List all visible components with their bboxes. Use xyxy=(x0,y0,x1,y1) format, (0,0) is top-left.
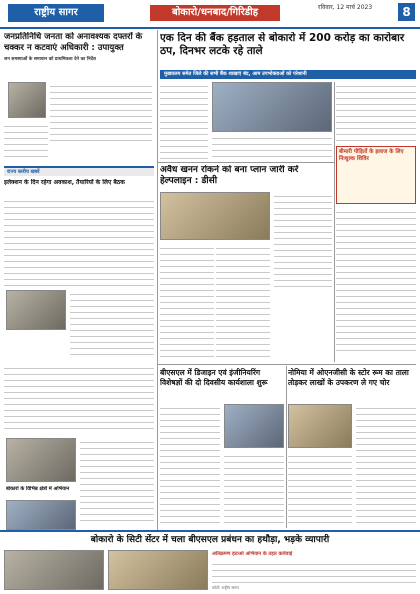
column-separator xyxy=(286,366,287,528)
bottom-right-body-col2 xyxy=(356,404,416,524)
right-mid-headline: बीमारी पीड़ितों के इलाज के लिए निःशुल्क शिविर xyxy=(339,149,404,162)
footer-subarticle xyxy=(212,551,416,559)
newspaper-logo: राष्ट्रीय सागर xyxy=(8,4,104,22)
left-mid-article xyxy=(4,179,154,195)
left-bottom-article xyxy=(6,486,76,498)
lead-subhead-bar xyxy=(160,70,416,79)
left-mid-photo xyxy=(6,290,66,330)
center-body-right xyxy=(274,192,332,288)
divider xyxy=(158,364,416,365)
lead-photo xyxy=(212,82,332,132)
lead-body-col2 xyxy=(212,134,332,160)
footer-photo-1 xyxy=(4,550,104,590)
footer-headline: बोकारो के सिटी सेंटर में चला बीएसएल प्रबंधन का हथौड़ा, भड़के व्यापारी xyxy=(90,535,330,545)
bottom-center-body-col2 xyxy=(224,452,284,524)
masthead-rule xyxy=(0,27,420,29)
footer-rule xyxy=(0,530,420,532)
bottom-right-photo xyxy=(288,404,352,448)
left-top-headline: जनप्रतिनिधि जनता को अनावश्यक दफ्तरों के चक्कर न कटवाएं अधिकारी : उपायुक्त xyxy=(4,32,143,53)
masthead xyxy=(0,0,420,28)
lead-subhead: मुख्यालय समेत जिले की सभी बैंक शाखाएं बंद, आम उपभोक्ताओं को परेशानी xyxy=(164,71,307,77)
issue-date: रविवार, 12 मार्च 2023 xyxy=(318,4,373,11)
footer-article xyxy=(4,534,416,548)
divider xyxy=(158,162,334,163)
left-top-photo xyxy=(8,82,46,118)
bottom-center-photo xyxy=(224,404,284,448)
left-bottom-headline: बोकारो के विभिन्न क्षेत्रों में अभियान xyxy=(6,486,70,492)
left-top-body xyxy=(50,82,152,142)
left-top-body-2 xyxy=(4,122,48,162)
left-top-subhead: जन समस्याओं के समाधान को प्राथमिकता देने का निर्देश xyxy=(4,57,96,62)
edition-city-banner: बोकारो/धनबाद/गिरिडीह xyxy=(150,5,280,21)
left-bottom-photo xyxy=(6,438,76,482)
left-bottom-body xyxy=(4,364,154,434)
column-separator xyxy=(334,82,335,362)
lead-article xyxy=(160,32,416,72)
left-mid-section-bar: राज्य स्तरीय खबरें xyxy=(4,166,154,176)
footer-photo-2 xyxy=(108,550,208,590)
bottom-center-headline: बीएसएल में डिजाइन एवं इंजीनियरिंग विशेषज्ञों की दो दिवसीय कार्यशाला शुरू xyxy=(160,368,268,387)
right-mid-box xyxy=(336,146,416,204)
center-body-col1 xyxy=(160,244,214,362)
center-headline: अवैध खनन रोकने को बना प्लान जारी करें हेल्पलाइन : डीसी xyxy=(160,165,299,186)
left-bottom-photo-2 xyxy=(6,500,76,530)
bottom-right-headline: नोमिया में ओएनजीसी के स्टोर रूम का ताला तोड़कर लाखों के उपकरण ले गए चोर xyxy=(288,368,409,387)
page-number: 8 xyxy=(398,3,415,21)
left-mid-headline: इलेक्शन के दिन रहेगा अवकाश, तैयारियों के लिए बैठक xyxy=(4,179,125,186)
bottom-right-body-col1 xyxy=(288,452,352,524)
left-bottom-body-2 xyxy=(80,438,154,524)
left-mid-body xyxy=(4,197,154,287)
footer-subheadline: अतिक्रमण हटाओ अभियान के तहत कार्रवाई xyxy=(212,551,293,557)
column-separator xyxy=(157,30,158,530)
center-body-col2 xyxy=(216,244,270,362)
bottom-right-article xyxy=(288,368,416,400)
right-col-body xyxy=(336,208,416,358)
bottom-center-body-col1 xyxy=(160,404,220,524)
center-photo xyxy=(160,192,270,240)
lead-body-col1 xyxy=(160,82,208,160)
left-mid-body-2 xyxy=(70,290,154,360)
lead-headline: एक दिन की बैंक हड़ताल से बोकारो में 200 करोड़ का कारोबार ठप, दिनभर लटके रहे ताले xyxy=(160,32,405,57)
lead-body-col3 xyxy=(336,82,416,144)
photo-caption: फोटो: राष्ट्रीय सागर xyxy=(212,585,240,590)
footer-body xyxy=(212,560,416,584)
center-article xyxy=(160,165,332,189)
bottom-center-article xyxy=(160,368,284,400)
